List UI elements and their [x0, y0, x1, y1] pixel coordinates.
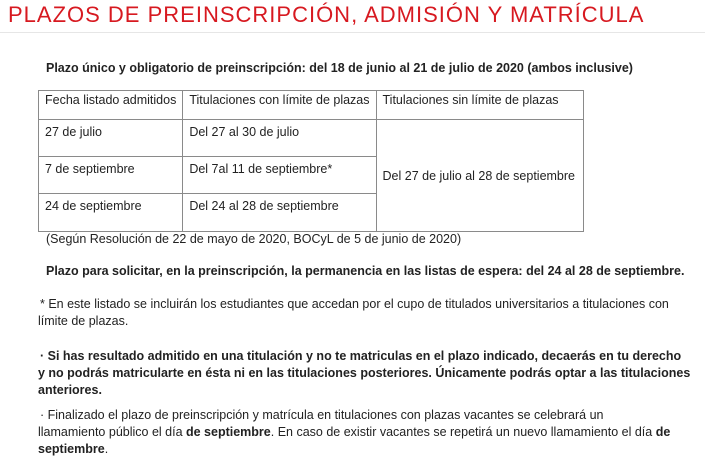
title-divider	[0, 32, 705, 33]
table-row	[39, 120, 584, 157]
table-header-sin-limite: Titulaciones sin límite de plazas	[376, 91, 583, 120]
table-cell-fecha: 24 de septiembre	[39, 194, 183, 232]
plazo-unico-text: Plazo único y obligatorio de preinscripción: del 18 de junio al 21 de julio de 2020 (ambos inclusive)	[46, 61, 633, 75]
nota-line-2: límite de plazas.	[38, 314, 129, 328]
llamamiento-date-2-end: septiembre	[38, 442, 105, 456]
table-cell-sin-limite: Del 27 de julio al 28 de septiembre	[376, 120, 583, 232]
resolucion-text: (Según Resolución de 22 de mayo de 2020, BOCyL de 5 de junio de 2020)	[46, 232, 462, 246]
table-cell-con-limite: Del 7al 11 de septiembre*	[183, 157, 376, 194]
table-cell-fecha: 27 de julio	[39, 120, 183, 157]
aviso-line-2: y no podrás matricularte en ésta ni en las titulaciones posteriores. Únicamente podrás optar a las titulaciones	[38, 366, 691, 380]
table-header-row	[39, 91, 584, 120]
table-header-fecha: Fecha listado admitidos	[39, 91, 183, 120]
table-cell-fecha: 7 de septiembre	[39, 157, 183, 194]
llamamiento-date-2-start: de	[655, 425, 671, 439]
table-cell-con-limite: Del 24 al 28 de septiembre	[183, 194, 376, 232]
plazos-table	[38, 90, 584, 232]
llamamiento-line-2	[38, 424, 670, 441]
table-cell-con-limite: Del 27 al 30 de julio	[183, 120, 376, 157]
permanencia-text: Plazo para solicitar, en la preinscripción, la permanencia en las listas de espera: del 24 al 28 de septiembre.	[46, 264, 685, 278]
aviso-line-1: · Si has resultado admitido en una titulación y no te matriculas en el plazo indicado, decaerás en tu derecho	[40, 349, 682, 363]
llamamiento-text-c: . En caso de existir vacantes se repetirá un nuevo llamamiento el día	[270, 425, 656, 439]
llamamiento-period: .	[104, 442, 109, 456]
llamamiento-text-a: llamamiento público el día	[38, 425, 186, 439]
llamamiento-line-3	[38, 441, 108, 458]
table-header-con-limite: Titulaciones con límite de plazas	[183, 91, 376, 120]
llamamiento-date-1: de septiembre	[186, 425, 271, 439]
llamamiento-line-1: · Finalizado el plazo de preinscripción y matrícula en titulaciones con plazas vacantes se celebrará un	[40, 408, 604, 422]
nota-line-1: * En este listado se incluirán los estudiantes que accedan por el cupo de titulados universitarios a titulaciones con	[40, 297, 669, 311]
aviso-line-3: anteriores.	[38, 383, 102, 397]
page-title: PLAZOS DE PREINSCRIPCIÓN, ADMISIÓN Y MATRÍCULA	[8, 2, 645, 27]
